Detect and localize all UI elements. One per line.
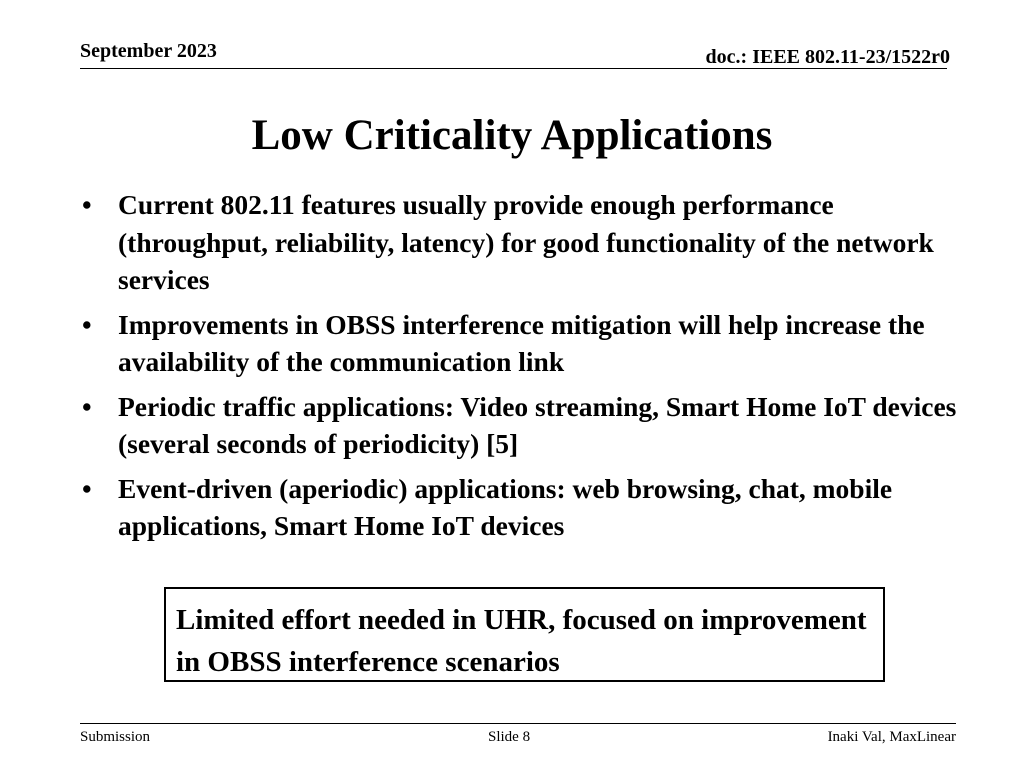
- footer-divider: [80, 723, 956, 724]
- bullet-item: [78, 186, 958, 299]
- callout-box: [164, 587, 885, 682]
- bullet-item: [78, 306, 958, 381]
- bullet-marker: •: [82, 472, 92, 504]
- slide-title: Low Criticality Applications: [251, 112, 773, 159]
- bullet-marker: •: [82, 390, 92, 422]
- footer-slide-number: Slide 8: [488, 729, 531, 745]
- bullet-item: [78, 470, 958, 545]
- callout-text: Limited effort needed in UHR, focused on improvement in OBSS interference scenarios: [176, 604, 867, 678]
- header-divider: [80, 68, 947, 69]
- bullet-text: Improvements in OBSS interference mitigation will help increase the availability of the communication link: [118, 308, 925, 377]
- bullet-text: Periodic traffic applications: Video streaming, Smart Home IoT devices (several seconds of periodicity) [5]: [118, 390, 957, 459]
- footer-author: Inaki Val, MaxLinear: [827, 729, 956, 745]
- header-doc-id: doc.: IEEE 802.11-23/1522r0: [705, 46, 950, 68]
- bullet-list: [78, 186, 958, 552]
- footer-submission: Submission: [80, 729, 151, 745]
- bullet-marker: •: [82, 189, 92, 220]
- bullet-marker: •: [82, 308, 92, 340]
- header-date: September 2023: [80, 40, 217, 62]
- bullet-text: Event-driven (aperiodic) applications: web browsing, chat, mobile applications, Smart Home IoT devices: [118, 472, 893, 541]
- bullet-text: Current 802.11 features usually provide enough performance (throughput, reliability, latency) for good functionality of the network services: [118, 189, 934, 295]
- bullet-item: [78, 388, 958, 463]
